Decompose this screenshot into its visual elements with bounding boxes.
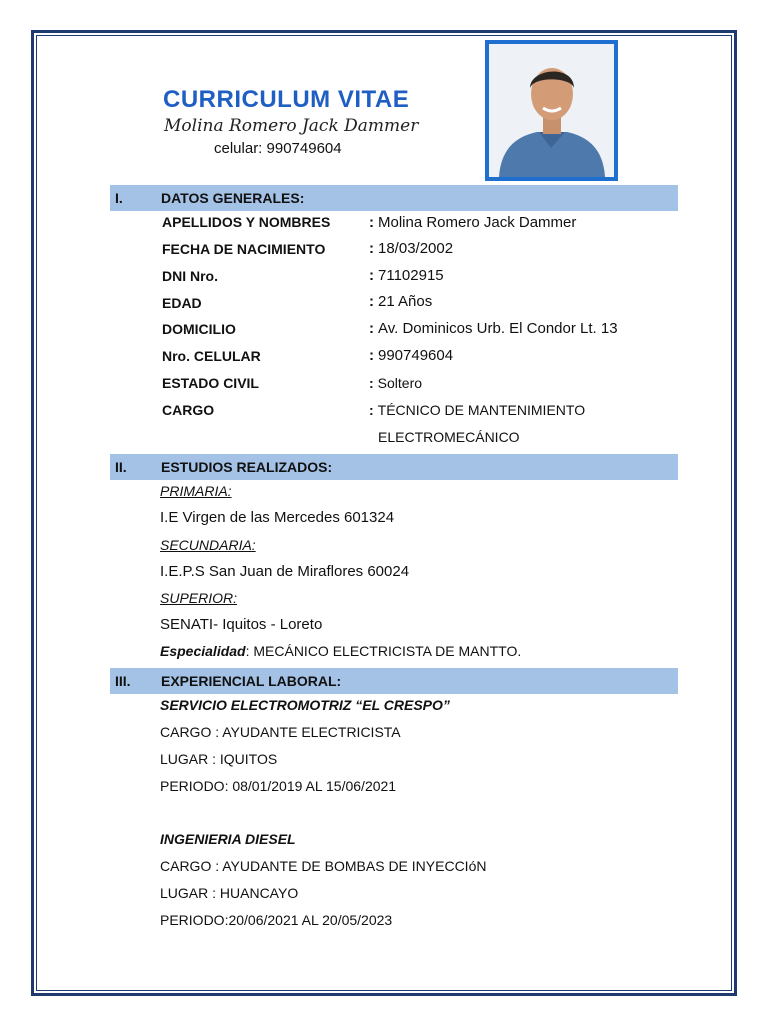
value-cargo-line2: ELECTROMECÁNICO	[378, 429, 520, 445]
value-cargo-text: TÉCNICO DE MANTENIMIENTO	[377, 402, 586, 418]
job-2-lugar: LUGAR : HUANCAYO	[160, 885, 299, 901]
job-1-periodo: PERIODO: 08/01/2019 AL 15/06/2021	[160, 778, 397, 794]
header-name: Molina Romero Jack Dammer	[164, 116, 419, 136]
value-estado-civil-text: Soltero	[377, 375, 423, 391]
label-edad: EDAD	[162, 295, 202, 311]
label-celular: Nro. CELULAR	[162, 348, 261, 364]
primaria-label: PRIMARIA:	[160, 483, 232, 499]
label-nacimiento: FECHA DE NACIMIENTO	[162, 241, 326, 257]
page-title: CURRICULUM VITAE	[163, 86, 410, 113]
primaria-school: I.E Virgen de las Mercedes 601324	[160, 509, 395, 526]
section-title: ESTUDIOS REALIZADOS:	[161, 459, 333, 475]
value-dni: : 71102915	[369, 267, 444, 284]
value-domicilio: : Av. Dominicos Urb. El Condor Lt. 13	[369, 320, 618, 337]
value-edad-text: 21 Años	[378, 293, 433, 310]
value-cargo: : TÉCNICO DE MANTENIMIENTO	[369, 402, 586, 418]
section-datos-generales	[110, 185, 678, 211]
secundaria-school: I.E.P.S San Juan de Miraflores 60024	[160, 563, 410, 580]
value-estado-civil: : Soltero	[369, 375, 423, 391]
section-experiencia	[110, 668, 678, 694]
person-photo-icon	[489, 44, 614, 177]
label-cargo: CARGO	[162, 402, 215, 418]
label-apellidos: APELLIDOS Y NOMBRES	[162, 214, 331, 230]
value-apellidos: : Molina Romero Jack Dammer	[369, 214, 577, 231]
label-dni: DNI Nro.	[162, 268, 218, 284]
section-estudios	[110, 454, 678, 480]
section-number: II.	[115, 459, 127, 475]
label-estado-civil: ESTADO CIVIL	[162, 375, 259, 391]
value-nacimiento: : 18/03/2002	[369, 240, 454, 257]
value-domicilio-text: Av. Dominicos Urb. El Condor Lt. 13	[378, 320, 618, 337]
especialidad-value: : MECÁNICO ELECTRICISTA DE MANTTO.	[245, 643, 522, 659]
job-2-periodo: PERIODO:20/06/2021 AL 20/05/2023	[160, 912, 393, 928]
value-apellidos-text: Molina Romero Jack Dammer	[378, 214, 577, 231]
value-nacimiento-text: 18/03/2002	[378, 240, 454, 257]
label-domicilio: DOMICILIO	[162, 321, 236, 337]
value-celular-text: 990749604	[378, 347, 454, 364]
secundaria-label: SECUNDARIA:	[160, 537, 256, 553]
job-2-cargo: CARGO : AYUDANTE DE BOMBAS DE INYECCIóN	[160, 858, 487, 874]
superior-school: SENATI- Iquitos - Loreto	[160, 616, 323, 633]
header-phone: celular: 990749604	[214, 140, 342, 157]
section-number: I.	[115, 190, 123, 206]
job-1-company: SERVICIO ELECTROMOTRIZ “EL CRESPO”	[160, 697, 450, 713]
section-title: DATOS GENERALES:	[161, 190, 305, 206]
value-celular: : 990749604	[369, 347, 454, 364]
job-1-lugar: LUGAR : IQUITOS	[160, 751, 278, 767]
profile-photo	[485, 40, 618, 181]
especialidad	[160, 643, 521, 659]
job-2-company: INGENIERIA DIESEL	[160, 831, 296, 847]
value-dni-text: 71102915	[378, 267, 444, 284]
job-1-cargo: CARGO : AYUDANTE ELECTRICISTA	[160, 724, 401, 740]
superior-label: SUPERIOR:	[160, 590, 238, 606]
especialidad-label: Especialidad	[160, 643, 246, 659]
section-number: III.	[115, 673, 131, 689]
value-edad: : 21 Años	[369, 293, 433, 310]
section-title: EXPERIENCIAL LABORAL:	[161, 673, 342, 689]
